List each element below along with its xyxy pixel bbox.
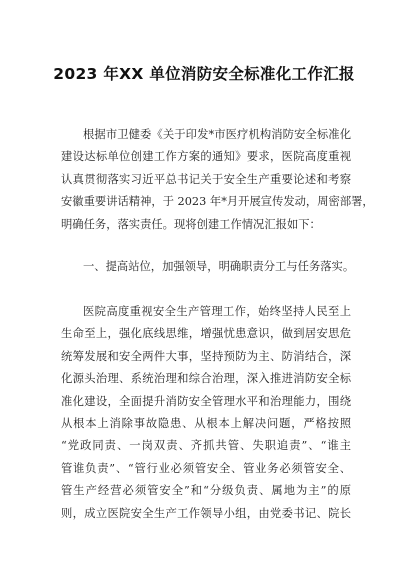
paragraph-body	[61, 301, 351, 525]
paragraph-line: 认真贯彻落实习近平总书记关于安全生产重要论述和考察	[61, 172, 351, 186]
section-heading	[61, 256, 355, 278]
paragraph-line: 管谁负责”、“管行业必须管安全、管业务必须管安全、	[61, 461, 351, 475]
paragraph-line: 生命至上，强化底线思维，增强忧患意识，做到居安思危	[61, 327, 351, 341]
document-title: 2023 年XX 单位消防安全标准化工作汇报	[53, 65, 355, 83]
paragraph-line: 统筹发展和安全两件大事，坚持预防为主、防消结合，深	[61, 349, 351, 363]
paragraph-line: 根据市卫健委《关于印发*市医疗机构消防安全标准化	[83, 128, 351, 141]
paragraph-line: 准化建设，全面提升消防安全管理水平和治理能力，围绕	[61, 394, 351, 408]
paragraph-line: 从根本上消除事故隐患、从根本上解决问题，严格按照	[61, 416, 351, 430]
paragraph-line: 建设达标单位创建工作方案的通知》要求，医院高度重视	[61, 150, 351, 164]
paragraph-line: 安徽重要讲话精神，于 2023 年*月开展宣传发动，周密部署，	[61, 195, 374, 209]
paragraph-line: 明确任务，落实责任。现将创建工作情况汇报如下：	[61, 217, 321, 231]
paragraph-intro	[61, 124, 374, 236]
paragraph-line: 则，成立医院安全生产工作领导小组，由党委书记、院长	[61, 506, 351, 520]
section-heading-text: 一、提高站位，加强领导，明确职责分工与任务落实。	[83, 260, 355, 273]
paragraph-line: 医院高度重视安全生产管理工作，始终坚持人民至上	[83, 305, 351, 318]
paragraph-line: “党政同责、一岗双责、齐抓共管、失职追责”、“谁主	[61, 439, 351, 453]
paragraph-line: 化源头治理、系统治理和综合治理，深入推进消防安全标	[61, 372, 351, 386]
paragraph-line: 管生产经营必须管安全”和“分级负责、属地为主”的原	[61, 484, 351, 498]
